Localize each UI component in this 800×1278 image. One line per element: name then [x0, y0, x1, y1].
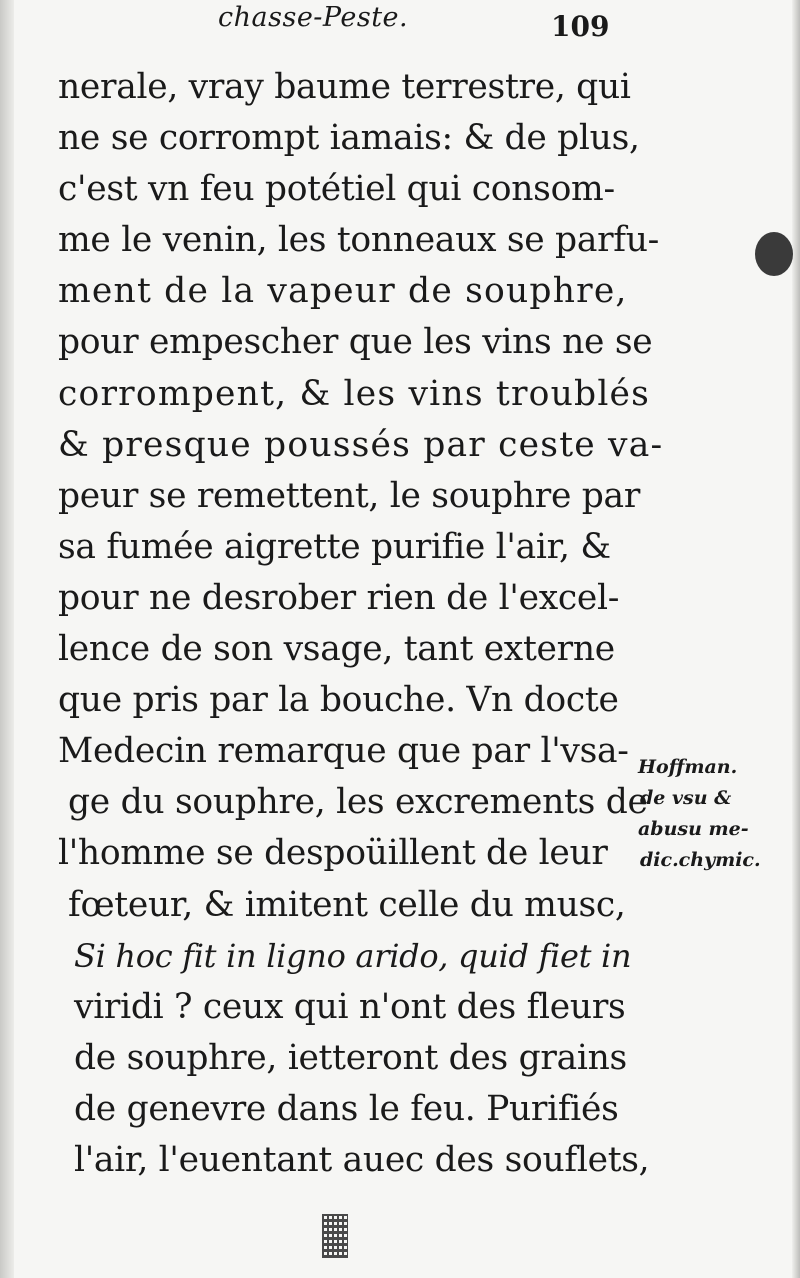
text-line: corrompent, & les vins troublés	[58, 373, 651, 414]
text-line: lence de son vsage, tant externe	[58, 629, 615, 670]
text-line: que pris par la bouche. Vn docte	[58, 680, 619, 721]
text-line: c'est vn feu potétiel qui consom-	[58, 169, 615, 210]
page-number: 109	[551, 10, 610, 43]
text-line: fœteur, & imitent celle du musc,	[68, 884, 626, 925]
margin-note-line: de vsu &	[640, 787, 732, 809]
text-line: nerale, vray baume terrestre, qui	[58, 67, 631, 107]
margin-note-reference	[638, 752, 788, 876]
text-line: Medecin remarque que par l'vsa-	[58, 731, 629, 772]
latin-quote-line: Si hoc fit in ligno arido, quid fiet in	[74, 936, 632, 975]
margin-note-line: dic.chymic.	[640, 849, 761, 871]
ink-blot	[755, 232, 793, 276]
text-line: l'homme se despoüillent de leur	[58, 833, 608, 874]
text-line: pour ne desrober rien de l'excel-	[58, 577, 620, 618]
text-line: ne se corrompt iamais: & de plus,	[58, 118, 640, 159]
text-line: de genevre dans le feu. Purifiés	[74, 1088, 619, 1129]
printer-ornament	[322, 1214, 348, 1258]
text-line: sa fumée aigrette purifie l'air, &	[58, 526, 611, 567]
text-line: ment de la vapeur de souphre,	[58, 271, 628, 312]
margin-note-line: abusu me-	[638, 818, 749, 840]
page-edge-right	[792, 0, 800, 1278]
text-line: pour empescher que les vins ne se	[58, 322, 653, 363]
text-line: l'air, l'euentant auec des souflets,	[74, 1139, 650, 1180]
running-title: chasse-Peste.	[218, 2, 409, 33]
text-line: de souphre, ietteront des grains	[74, 1037, 627, 1078]
text-line: peur se remettent, le souphre par	[58, 475, 641, 516]
text-line: viridi ? ceux qui n'ont des fleurs	[74, 986, 626, 1027]
text-line: ge du souphre, les excrements de	[68, 782, 648, 823]
text-line: & presque poussés par ceste va-	[58, 424, 664, 465]
text-line: me le venin, les tonneaux se parfu-	[58, 220, 660, 261]
body-text	[58, 62, 664, 1186]
margin-note-line: Hoffman.	[638, 756, 738, 778]
page-edge-left	[0, 0, 14, 1278]
